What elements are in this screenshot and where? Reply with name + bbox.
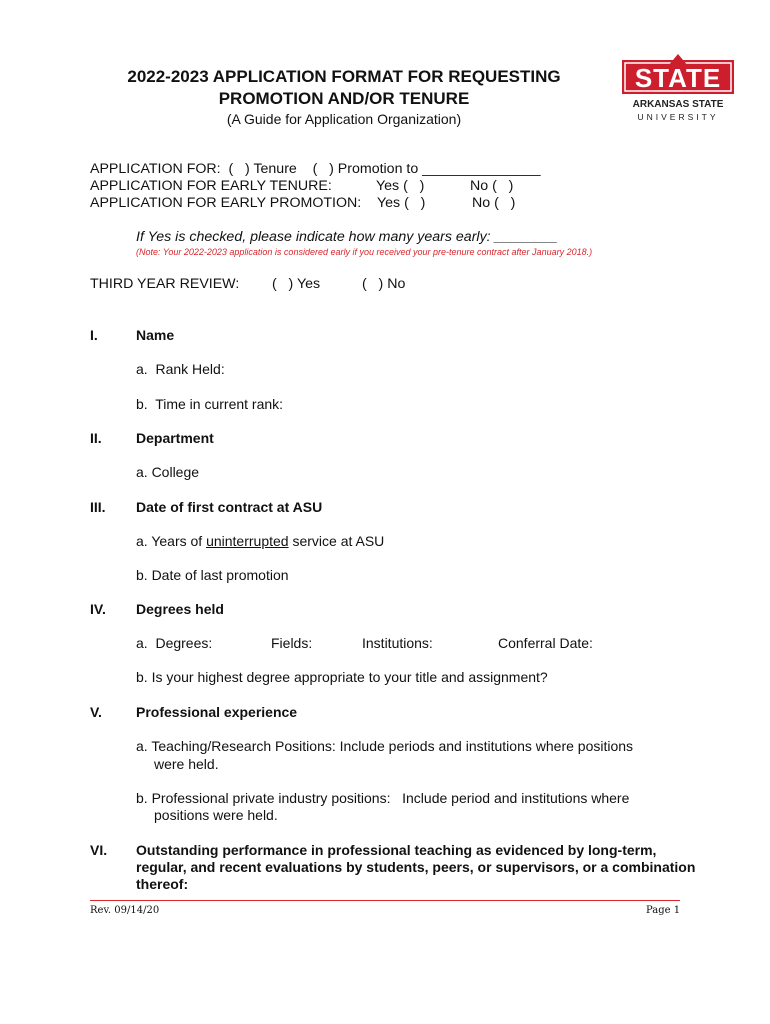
early-tenure-yes: Yes ( ) xyxy=(376,178,425,194)
section-title-teaching-performance: Outstanding performance in professional teaching as evidenced by long-term, regular, and recent evaluations by students, peers, or supervisors, or a combination thereof: xyxy=(136,842,696,892)
teaching-positions-line1: a. Teaching/Research Positions: Include periods and institutions where positions xyxy=(136,738,634,754)
early-years-question: If Yes is checked, please indicate how many years early: ________ xyxy=(136,229,558,245)
document-subtitle: (A Guide for Application Organization) xyxy=(226,111,462,127)
years-service-prefix: a. Years of xyxy=(136,533,207,549)
early-promotion-yes: Yes ( ) xyxy=(377,195,426,211)
years-service-item xyxy=(136,533,384,549)
state-logo-icon xyxy=(620,54,736,124)
last-promotion-item: b. Date of last promotion xyxy=(136,567,289,583)
college-item: a. College xyxy=(136,464,200,480)
early-tenure-label: APPLICATION FOR EARLY TENURE: xyxy=(90,178,332,194)
section-number: V. xyxy=(90,704,102,720)
logo-wordmark: STATE xyxy=(634,63,722,93)
logo-line1: ARKANSAS STATE xyxy=(632,99,724,110)
arkansas-state-logo xyxy=(620,54,736,124)
time-in-rank-item: b. Time in current rank: xyxy=(136,396,284,412)
early-application-note: (Note: Your 2022-2023 application is considered early if you received your pre-tenure contract after January 2018.) xyxy=(136,247,593,257)
third-year-review-yes: ( ) Yes xyxy=(272,276,321,292)
fields-label: Fields: xyxy=(271,635,313,651)
revision-date: Rev. 09/14/20 xyxy=(90,905,160,916)
document-title-line1: 2022-2023 APPLICATION FORMAT FOR REQUESTING xyxy=(127,67,561,86)
section-number: VI. xyxy=(90,842,108,858)
years-service-suffix: service at ASU xyxy=(288,533,385,549)
document-title-line2: PROMOTION AND/OR TENURE xyxy=(218,89,470,108)
footer-divider xyxy=(90,900,680,901)
application-for-line: APPLICATION FOR: ( ) Tenure ( ) Promotion to _______________ xyxy=(90,161,541,177)
section-number: I. xyxy=(90,327,98,343)
section-title-name: Name xyxy=(136,327,175,343)
early-promotion-label: APPLICATION FOR EARLY PROMOTION: xyxy=(90,195,362,211)
section-title-professional-experience: Professional experience xyxy=(136,704,298,720)
logo-line2: UNIVERSITY xyxy=(637,112,719,122)
early-tenure-no: No ( ) xyxy=(470,178,514,194)
highest-degree-question: b. Is your highest degree appropriate to your title and assignment? xyxy=(136,669,548,685)
conferral-date-label: Conferral Date: xyxy=(498,635,593,651)
section-number: IV. xyxy=(90,601,106,617)
section-title-first-contract: Date of first contract at ASU xyxy=(136,499,323,515)
institutions-label: Institutions: xyxy=(362,635,433,651)
third-year-review-label: THIRD YEAR REVIEW: xyxy=(90,276,240,292)
teaching-positions-line2: were held. xyxy=(154,756,219,772)
third-year-review-no: ( ) No xyxy=(362,276,406,292)
section-number: II. xyxy=(90,430,102,446)
degrees-label: a. Degrees: xyxy=(136,635,213,651)
early-promotion-no: No ( ) xyxy=(472,195,516,211)
section-title-degrees: Degrees held xyxy=(136,601,224,617)
section-title-department: Department xyxy=(136,430,214,446)
industry-positions-line1: b. Professional private industry positions: Include period and institutions where xyxy=(136,790,630,806)
section-number: III. xyxy=(90,499,106,515)
rank-held-item: a. Rank Held: xyxy=(136,361,225,377)
page-number: Page 1 xyxy=(646,905,681,916)
industry-positions-line2: positions were held. xyxy=(154,807,278,823)
uninterrupted-word: uninterrupted xyxy=(206,533,289,549)
